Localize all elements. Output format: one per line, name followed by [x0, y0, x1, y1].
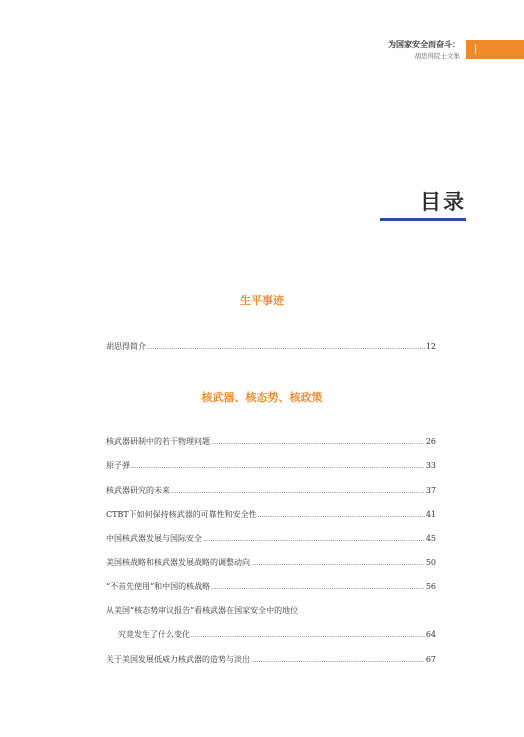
toc-entry-page: 67 [425, 655, 436, 664]
toc-entry[interactable] [106, 509, 436, 521]
header-tab-divider [475, 44, 476, 54]
toc-entry-title: 究竟发生了什么变化 [118, 630, 190, 639]
dot-leader [203, 533, 425, 546]
toc-entry-title: 原子弹 [106, 461, 130, 470]
toc-entry[interactable] [106, 341, 436, 353]
section-heading: 生平事迹 [240, 294, 284, 307]
toc-entry-page: 64 [425, 630, 436, 639]
dot-leader [171, 485, 425, 498]
toc-entry-page: 50 [425, 558, 436, 567]
book-title: 为国家安全而奋斗： [388, 40, 460, 49]
dot-leader [131, 460, 425, 473]
toc-entry-title: 核武器研究的未来 [106, 486, 170, 495]
toc-entry[interactable] [106, 436, 436, 448]
toc-entry[interactable] [106, 581, 436, 593]
dot-leader [211, 581, 425, 594]
header-tab [466, 40, 524, 59]
book-subtitle: 胡思得院士文集 [414, 52, 460, 60]
toc-title-underline [380, 218, 466, 221]
toc-entry-title: CTBT下如何保持核武器的可靠性和安全性 [106, 510, 257, 519]
toc-entry[interactable] [106, 533, 436, 545]
toc-entry-page: 41 [425, 510, 436, 519]
toc-entry[interactable] [106, 654, 436, 666]
toc-entry-page: 56 [425, 582, 436, 591]
toc-entry-page: 26 [425, 437, 436, 446]
toc-entry-title: 美国核战略和核武器发展战略的调整动向 [106, 558, 250, 567]
dot-leader [191, 629, 425, 642]
dot-leader [258, 509, 425, 522]
toc-entry-page: 37 [425, 486, 436, 495]
running-header [388, 39, 460, 62]
section-heading: 核武器、核态势、核政策 [201, 391, 323, 404]
dot-leader [211, 436, 425, 449]
toc-title: 目录 [420, 190, 466, 214]
toc-entry[interactable] [106, 485, 436, 497]
toc-entry-page: 33 [425, 461, 436, 470]
toc-entry-title: 中国核武器发展与国际安全 [106, 534, 202, 543]
toc-entry[interactable] [106, 460, 436, 472]
toc-entry-page: 12 [425, 342, 436, 351]
toc-entry-title: “不首先使用”和中国的核战略 [106, 582, 211, 591]
toc-entry-title: 核武器研制中的若干物理问题 [106, 437, 210, 446]
dot-leader [147, 341, 425, 354]
dot-leader [251, 654, 425, 667]
toc-entry-title-line1[interactable]: 从美国“核态势审议报告”看核武器在国家安全中的地位 [106, 606, 299, 615]
toc-entry-title: 胡思得简介 [106, 342, 146, 351]
toc-entry[interactable] [118, 629, 436, 641]
toc-entry-page: 45 [425, 534, 436, 543]
toc-entry[interactable] [106, 557, 436, 569]
dot-leader [251, 557, 425, 570]
toc-entry-title: 关于美国发展低威力核武器的造势与淡出 [106, 655, 250, 664]
